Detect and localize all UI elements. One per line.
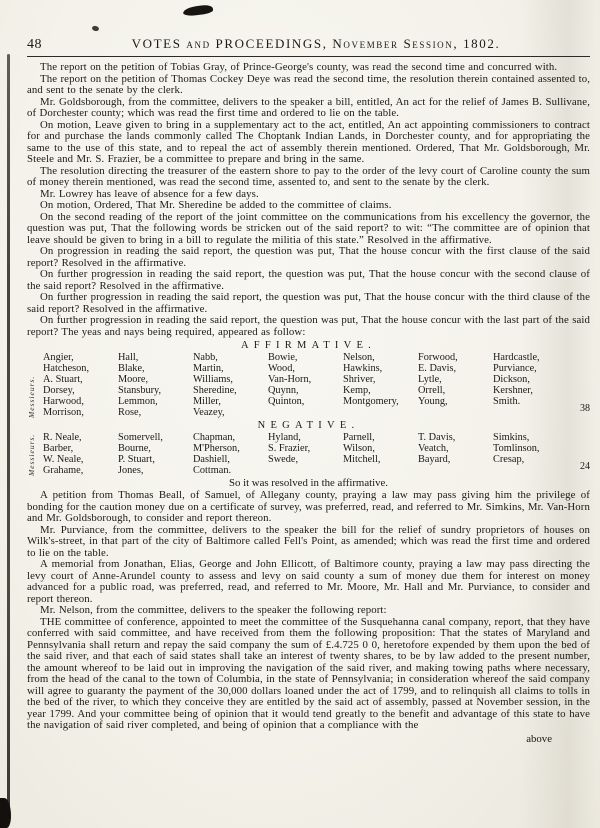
affirmative-columns: [43, 352, 568, 418]
delegate-name: Van-Horn,: [268, 374, 312, 385]
delegate-name: Wilson,: [343, 443, 375, 454]
delegate-name: Veazey,: [193, 407, 225, 418]
paragraph: A petition from Thomas Beall, of Samuel, of Allegany county, praying a law may pass giving him the privilege of bonding for the caution money due on a certificate of survey, was preferred, read, and referred to Mr. Simkins, Mr. Van-Horn and Mr. Goldsborough, to consider and report thereon.: [27, 489, 590, 524]
delegate-name: Dickson,: [493, 374, 530, 385]
affirmative-column: [118, 352, 193, 418]
paragraph: Mr. Purviance, from the committee, delivers to the speaker the bill for the relief of sundry proprietors of houses on Wilk's-street, in that part of the city of Baltimore called Fell's Point, as amended; which was read the first time and ordered to lie on the table.: [27, 523, 590, 559]
negative-column: [418, 432, 493, 476]
catchword: above: [526, 732, 552, 745]
affirmative-column: [493, 352, 568, 418]
delegate-name: Hawkins,: [343, 363, 383, 374]
delegate-name: Hardcastle,: [493, 352, 540, 363]
delegate-name: Kemp,: [343, 385, 371, 396]
delegate-name: Young,: [418, 396, 448, 407]
page-title: VOTES and PROCEEDINGS, November Session, 1802.: [131, 36, 501, 51]
paragraph: On motion, Leave given to bring in a supplementary act to the act, entitled, An act appointing commissioners to contract for and purchase the lands commonly called The Choptank Indian Lands, in Dorchester county, and for appropriating the same to the use of this state, and to repeal the act of assembly therein mentioned. Ordered, That Mr. Goldsborough, Mr. Steele and Mr. S. Frazier, be a committee to prepare and bring in the same.: [27, 118, 590, 165]
delegate-name: Stansbury,: [118, 385, 162, 396]
negative-column: [43, 432, 118, 476]
delegate-name: Grahame,: [43, 465, 84, 476]
affirmative-column: [343, 352, 418, 418]
delegate-name: Lemmon,: [118, 396, 158, 407]
delegate-name: Nelson,: [343, 352, 375, 363]
delegate-name: Jones,: [118, 465, 144, 476]
delegate-name: Cottman.: [193, 465, 232, 476]
delegate-name: Dorsey,: [43, 385, 75, 396]
delegate-name: Angier,: [43, 352, 74, 363]
negative-column: [118, 432, 193, 476]
delegate-name: Mitchell,: [343, 454, 381, 465]
paragraph: Mr. Goldsborough, from the committee, delivers to the speaker a bill, entitled, An act for the relief of James B. Sullivane, of Dorchester county; which was read the first time and ordered to lie on the table.: [27, 95, 590, 119]
affirmative-column: [418, 352, 493, 418]
negative-column: [193, 432, 268, 476]
delegate-name: Harwood,: [43, 396, 84, 407]
messieurs-label: Messieurs.: [27, 375, 36, 418]
header-rule: [27, 56, 590, 57]
delegate-name: Nabb,: [193, 352, 218, 363]
page-header: [27, 36, 590, 53]
delegate-name: Lytle,: [418, 374, 442, 385]
delegate-name: Shriver,: [343, 374, 376, 385]
delegate-name: Veatch,: [418, 443, 449, 454]
delegate-name: Quynn,: [268, 385, 299, 396]
paragraph: The report on the petition of Tobias Gray, of Prince-George's county, was read the second time and concurred with.: [40, 61, 558, 73]
paragraph: Mr. Nelson, from the committee, delivers to the speaker the following report:: [40, 604, 387, 616]
page-content: [27, 36, 590, 745]
delegate-name: Rose,: [118, 407, 142, 418]
scan-artifact-left-line: [7, 54, 10, 812]
paragraph: On the second reading of the report of the joint committee on the communications from his excellency the governor, the question was put, That the following words be stricken out of the said report? to wit: “The committee are of opinion that leave should be given to bring in a bill to regulate the militia of this state.” Resolved in the affirmative.: [27, 210, 590, 246]
delegate-name: Miller,: [193, 396, 221, 407]
paragraph: THE committee of conference, appointed to meet the committee of the Susquehanna canal company, report, that they have conferred with said committee, and have received from them the following proposition: That the states of Maryland and Pennsylvania shall return and repay the said company the sum of £.4.725 0 0, heretofore expended by them upon the bed of the said river, and that each of said states shall take an interest of twenty shares, to be by law added to the present number, the amount whereof to be laid out in improving the navigation of the said river, and making towing paths where necessary, from the head of the canal to the town of Columbia, in the state of Pennsylvania; in consideration whereof the said company will agree to guaranty the payment of the 30,000 dollars loaned under the act of 1799, and to relinquish all claims to tolls in the bed of the river, to which they conceive they are entitled by the said act of assembly, passed at November session, in the year 1799. And your committee being of opinion that it would tend greatly to the benefit and advantage of this state to have the navigation of said river completed, and being of opinion that a compliance with the: [27, 615, 590, 731]
scan-artifact-top-dot: [91, 25, 99, 32]
delegate-name: R. Neale,: [43, 432, 82, 443]
paragraph: On further progression in reading the said report, the question was put, That the house concur with the last part of the said report? The yeas and nays being required, appeared as follow:: [27, 314, 590, 338]
delegate-name: Swede,: [268, 454, 299, 465]
delegate-name: Barber,: [43, 443, 74, 454]
delegate-name: Bowie,: [268, 352, 298, 363]
delegate-name: Martin,: [193, 363, 224, 374]
affirmative-heading: AFFIRMATIVE.: [240, 340, 377, 351]
delegate-name: Bourne,: [118, 443, 151, 454]
delegate-name: Kershner,: [493, 385, 533, 396]
delegate-name: S. Frazier,: [268, 443, 311, 454]
paragraph: Mr. Lowrey has leave of absence for a few days.: [40, 187, 259, 200]
paragraph: A memorial from Jonathan, Elias, George and John Ellicott, of Baltimore county, praying a law may pass directing the levy court of Anne-Arundel county to assess and levy on said county a sum of money due them for interest on money advanced for a public road, was preferred, read, and referred to Mr. Moore, Mr. Hall and Mr. Purviance, to consider and report thereon.: [27, 558, 590, 605]
delegate-name: Hyland,: [268, 432, 301, 443]
delegate-name: Smith.: [493, 396, 521, 407]
paragraph: The resolution directing the treasurer of the eastern shore to pay to the order of the levy court of Caroline county the sum of money therein mentioned, was read the second time, assented to, and sent to the senate by the clerk.: [27, 164, 590, 188]
delegate-name: Purviance,: [493, 363, 537, 374]
delegate-name: Orrell,: [418, 385, 446, 396]
delegate-name: M'Pherson,: [193, 443, 240, 454]
delegate-name: Hatcheson,: [43, 363, 90, 374]
resolution-result-line: So it was resolved in the affirmative.: [228, 477, 389, 489]
delegate-name: P. Stuart,: [118, 454, 155, 465]
messieurs-label: Messieurs.: [27, 433, 36, 476]
delegate-name: Simkins,: [493, 432, 530, 443]
delegate-name: Tomlinson,: [493, 443, 540, 454]
paragraph: On progression in reading the said report, the question was put, That the house concur with the first clause of the said report? Resolved in the affirmative.: [27, 245, 590, 269]
delegate-name: W. Neale,: [43, 454, 84, 465]
negative-column: [493, 432, 568, 476]
delegate-name: A. Stuart,: [43, 374, 83, 385]
affirmative-column: [43, 352, 118, 418]
negative-columns: [43, 432, 568, 476]
paragraph: On further progression in reading the said report, the question was put, That the house concur with the third clause of the said report? Resolved in the affirmative.: [27, 291, 590, 315]
delegate-name: Quinton,: [268, 396, 305, 407]
delegate-name: Morrison,: [43, 407, 84, 418]
delegate-name: Sheredine,: [193, 385, 237, 396]
scan-artifact-top-smudge: [183, 4, 214, 17]
negative-heading: NEGATIVE.: [257, 420, 360, 431]
delegate-name: Montgomery,: [343, 396, 399, 407]
delegate-name: Dashiell,: [193, 454, 230, 465]
affirmative-count: 38: [580, 403, 590, 414]
page-number: 48: [27, 37, 42, 52]
delegate-name: E. Davis,: [418, 363, 457, 374]
affirmative-column: [193, 352, 268, 418]
paragraph: The report on the petition of Thomas Cockey Deye was read the second time, the resolution therein contained assented to, and sent to the senate by the clerk.: [27, 72, 590, 96]
delegate-name: Hall,: [118, 352, 139, 363]
delegate-name: Somervell,: [118, 432, 163, 443]
delegate-name: Cresap,: [493, 454, 525, 465]
delegate-name: Williams,: [193, 374, 233, 385]
delegate-name: Chapman,: [193, 432, 236, 443]
negative-column: [268, 432, 343, 476]
negative-column: [343, 432, 418, 476]
negative-table: [27, 432, 590, 476]
affirmative-column: [268, 352, 343, 418]
delegate-name: Blake,: [118, 363, 145, 374]
paragraph: On further progression in reading the said report, the question was put, That the house concur with the second clause of the said report? Resolved in the affirmative.: [27, 268, 590, 292]
affirmative-table: [27, 352, 590, 418]
delegate-name: Forwood,: [418, 352, 458, 363]
delegate-name: Moore,: [118, 374, 149, 385]
delegate-name: Bayard,: [418, 454, 451, 465]
negative-count: 24: [580, 461, 590, 472]
paragraph: On motion, Ordered, That Mr. Sheredine be added to the committee of claims.: [40, 199, 392, 211]
delegate-name: Wood,: [268, 363, 295, 374]
delegate-name: T. Davis,: [418, 432, 456, 443]
delegate-name: Parnell,: [343, 432, 375, 443]
